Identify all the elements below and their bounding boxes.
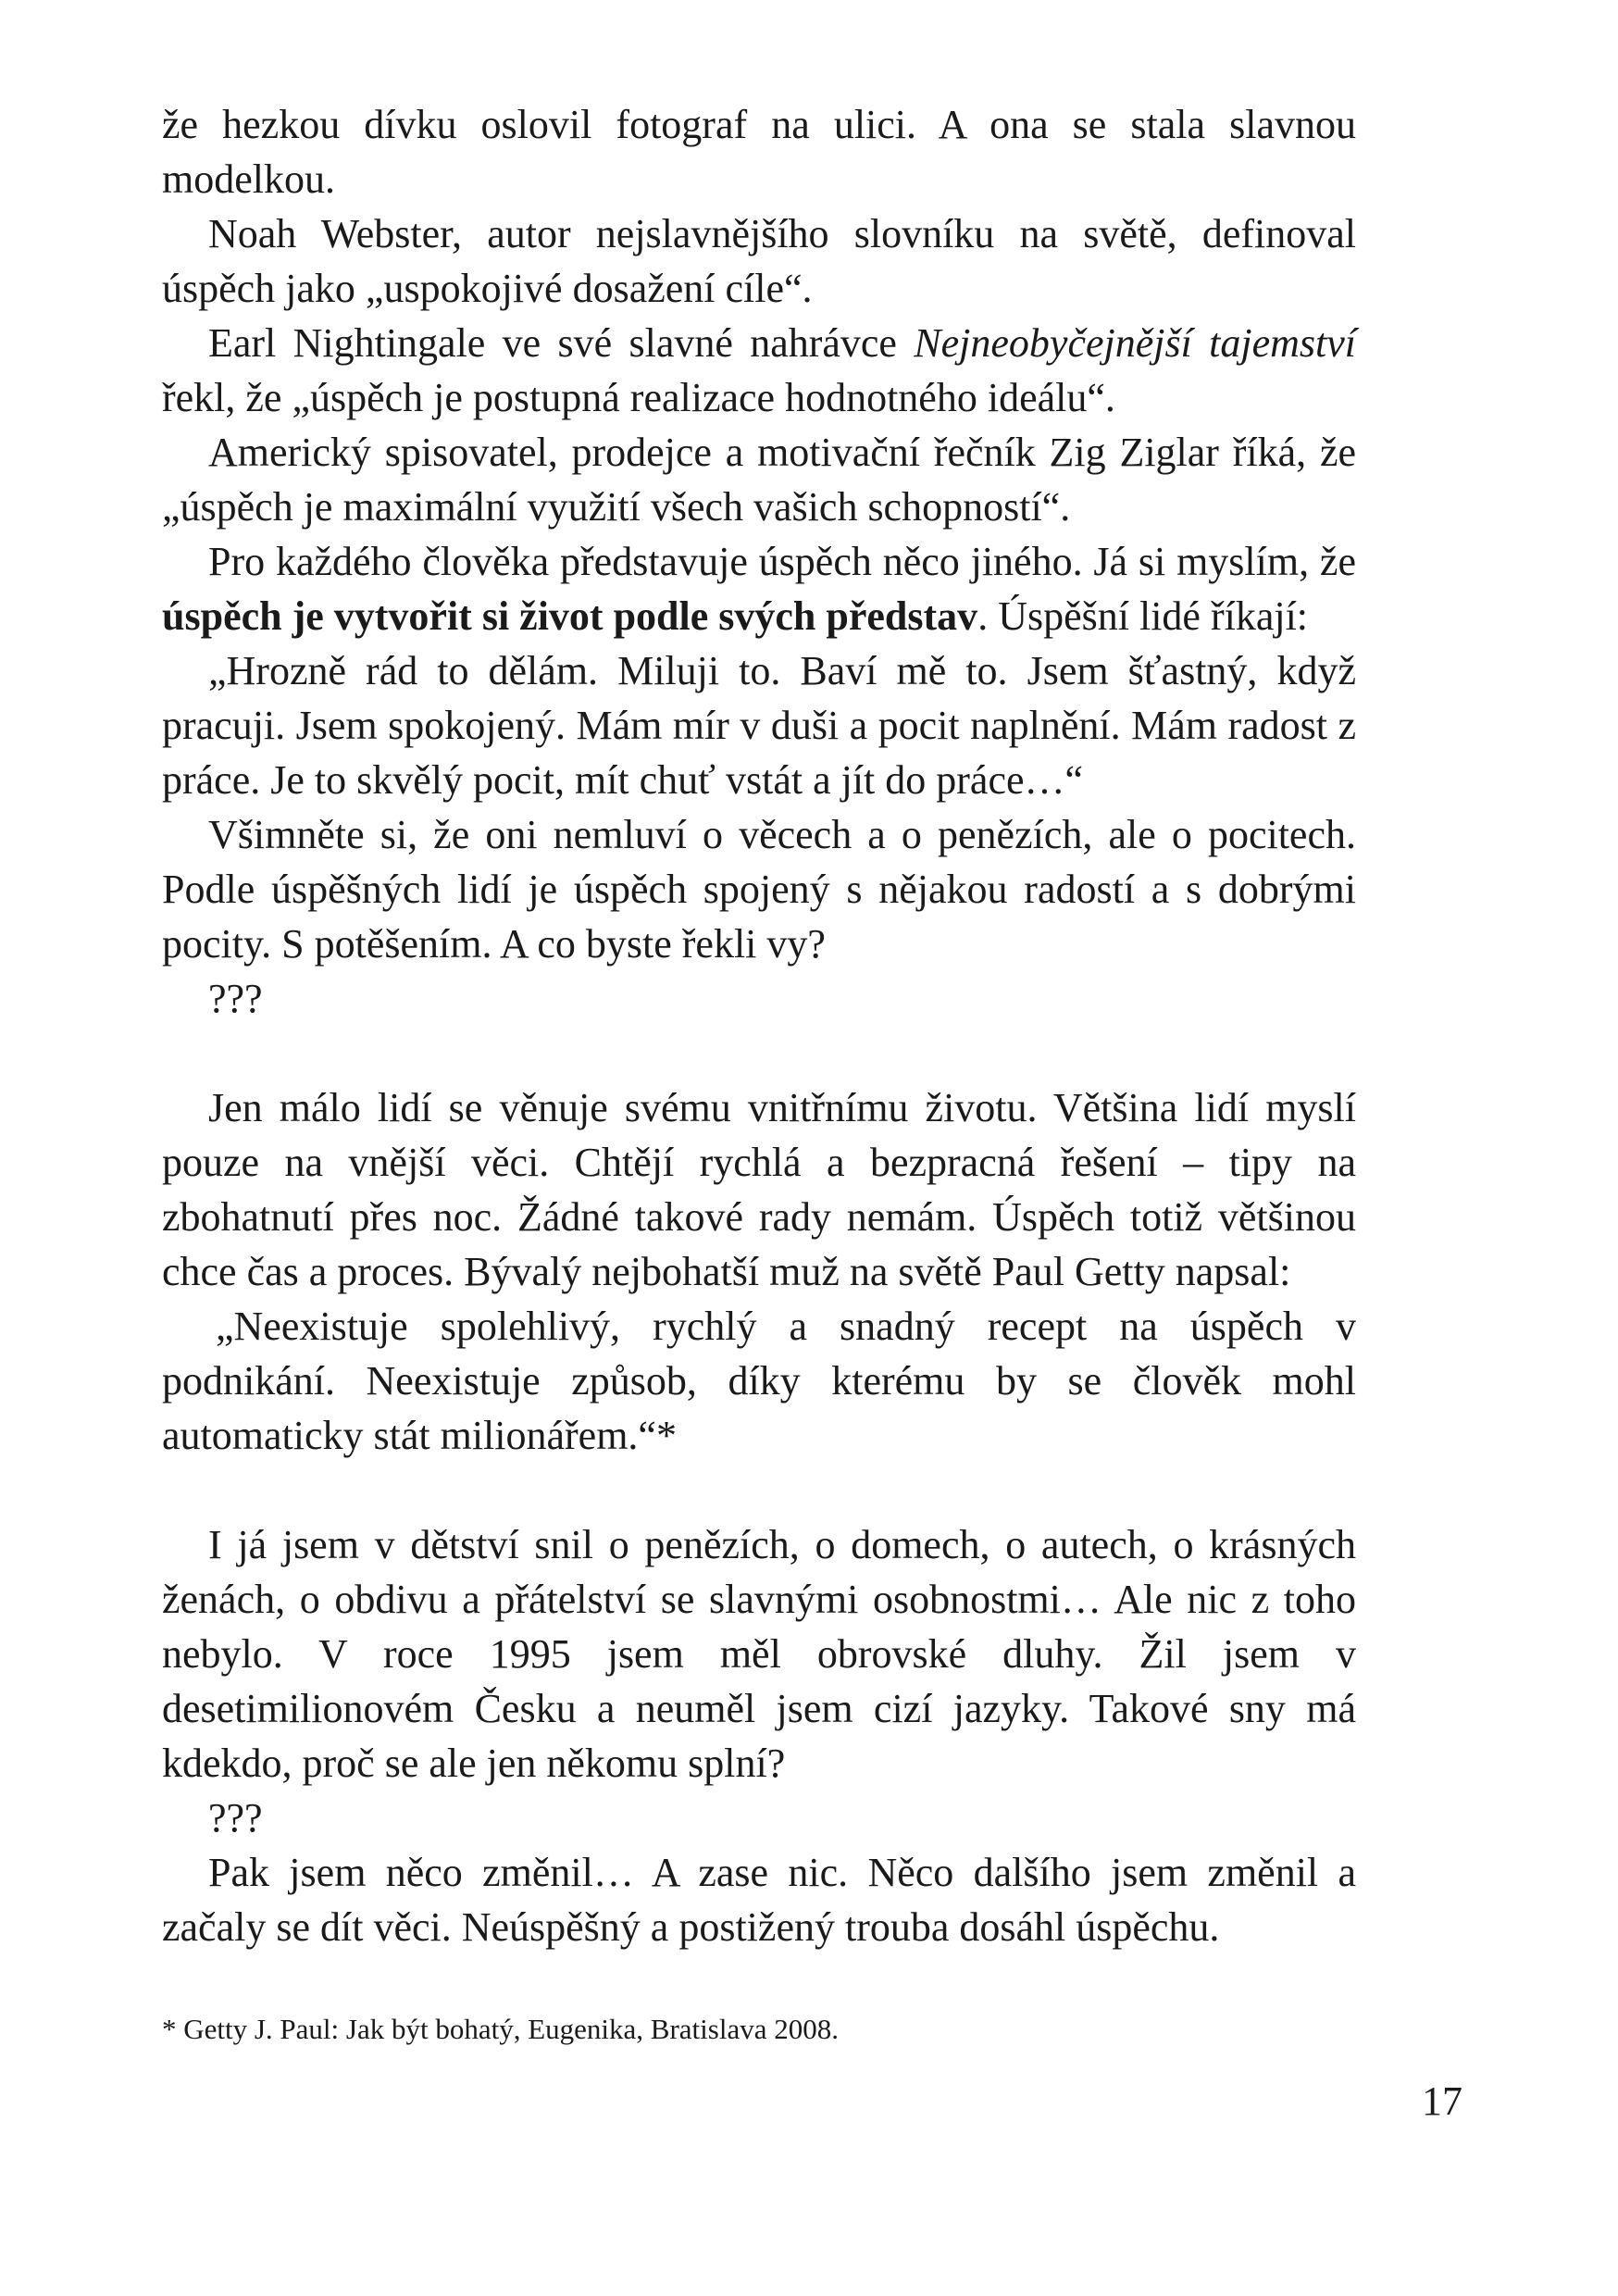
book-title: Nejneobyčejnější tajemství (914, 320, 1356, 366)
paragraph-5 (162, 534, 1356, 643)
paragraph-10: I já jsem v dětství snil o penězích, o domech, o autech, o krásných ženách, o obdivu a přátelství se slavnými osobnostmi… Ale nic z toho nebylo. V roce 1995 jsem měl obrovské dluhy. Žil jsem v desetimilionovém Česku a neuměl jsem cizí jazyky. Takové sny má kdekdo, proč se ale jen někomu splní? (162, 1522, 1356, 1786)
paragraph-6-quote: „Hrozně rád to dělám. Miluji to. Baví mě to. Jsem šťastný, když pracuji. Jsem spokojený. Mám mír v duši a pocit naplnění. Mám radost z práce. Je to skvělý pocit, mít chuť vstát a jít do práce…“ (162, 648, 1356, 803)
question-marks-2: ??? (208, 1795, 263, 1841)
paragraph-3-text-a: Earl Nightingale ve své slavné nahrávce (208, 320, 915, 366)
paragraph-1: že hezkou dívku oslovil fotograf na ulici. A ona se stala slavnou modelkou. (162, 102, 1356, 202)
paragraph-11: Pak jsem něco změnil… A zase nic. Něco dalšího jsem změnil a začaly se dít věci. Neúspěšný a postižený trouba dosáhl úspěchu. (162, 1850, 1356, 1950)
page-body (162, 97, 1356, 1954)
question-marks-1: ??? (208, 976, 263, 1021)
paragraph-5-text-b: . Úspěšní lidé říkají: (977, 593, 1309, 639)
paragraph-8: Jen málo lidí se věnuje svému vnitřnímu životu. Většina lidí myslí pouze na vnější věci. Chtějí rychlá a bezpracná řešení – tipy na zbohatnutí přes noc. Žádné takové rady nemám. Úspěch totiž většinou chce čas a proces. Bývalý nejbohatší muž na světě Paul Getty napsal: (162, 1085, 1356, 1294)
paragraph-9-quote: „Neexistuje spolehlivý, rychlý a snadný recept na úspěch v podnikání. Neexistuje způsob, díky kterému by se člověk mohl automaticky stát milionářem.“* (162, 1304, 1356, 1458)
paragraph-5-text-a: Pro každého člověka představuje úspěch něco jiného. Já si myslím, že (208, 539, 1356, 584)
success-definition: úspěch je vytvořit si život podle svých představ (162, 593, 978, 639)
paragraph-3-text-b: řekl, že „úspěch je postupná realizace hodnotného ideálu“. (162, 375, 1115, 420)
footnote: * Getty J. Paul: Jak být bohatý, Eugenika, Bratislava 2008. (162, 2013, 839, 2045)
page-number: 17 (1422, 2078, 1462, 2124)
paragraph-2: Noah Webster, autor nejslavnějšího slovníku na světě, definoval úspěch jako „uspokojivé dosažení cíle“. (162, 211, 1356, 311)
paragraph-7: Všimněte si, že oni nemluví o věcech a o penězích, ale o pocitech. Podle úspěšných lidí je úspěch spojený s nějakou radostí a s dobrými pocity. S potěšením. A co byste řekli vy? (162, 812, 1356, 967)
paragraph-4: Americký spisovatel, prodejce a motivační řečník Zig Ziglar říká, že „úspěch je maximální využití všech vašich schopností“. (162, 430, 1356, 530)
paragraph-3 (162, 316, 1356, 425)
